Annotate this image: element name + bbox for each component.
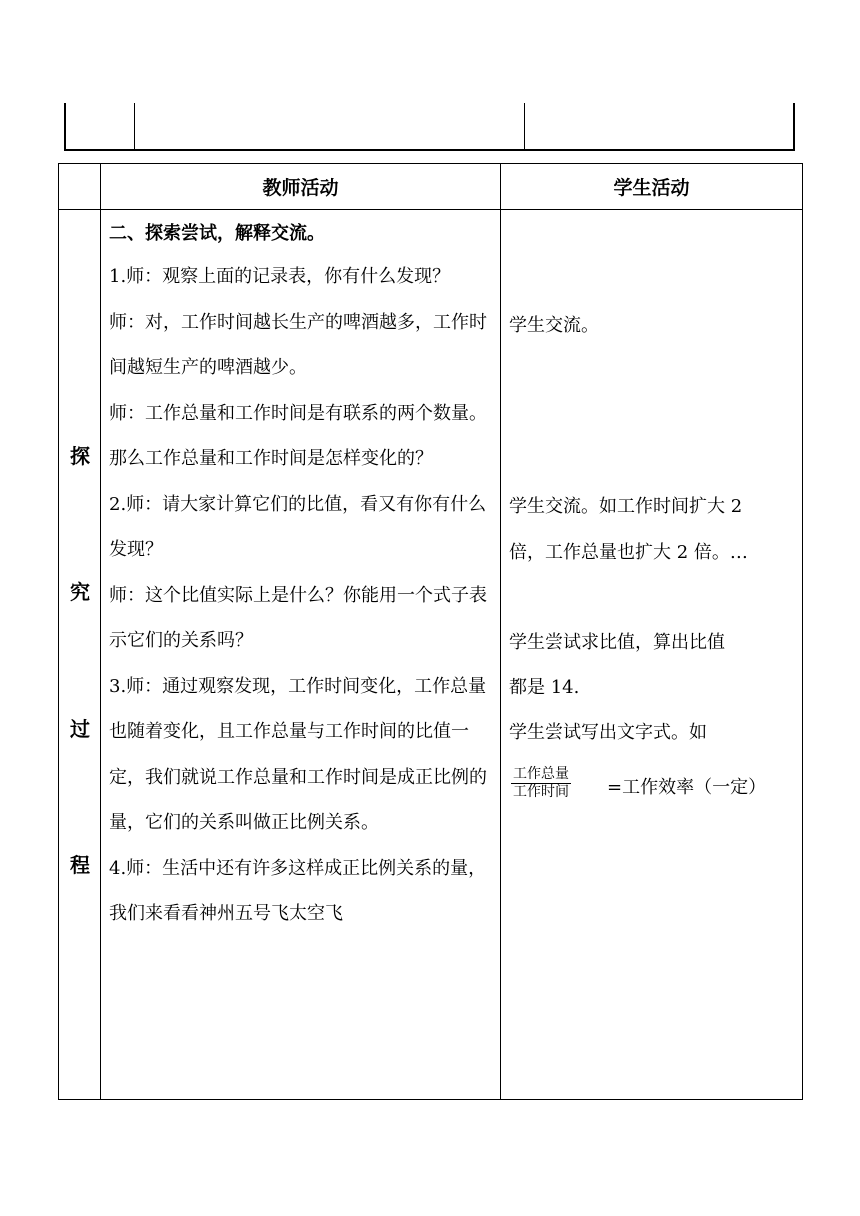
header-student-activity: 学生活动 xyxy=(501,164,803,210)
student-activity-cell xyxy=(501,210,803,1100)
header-teacher-activity: 教师活动 xyxy=(101,164,501,210)
student-note: 学生交流。如工作时间扩大 2 xyxy=(509,496,743,517)
formula-result: =工作效率（一定） xyxy=(607,777,767,798)
fragment-divider xyxy=(134,103,135,149)
formula-fraction xyxy=(511,766,571,801)
previous-table-fragment xyxy=(64,103,795,151)
student-note: 学生尝试写出文字式。如 xyxy=(509,722,707,743)
fragment-divider xyxy=(524,103,525,149)
teacher-paragraph: 师：这个比值实际上是什么？你能用一个式子表示它们的关系吗？ xyxy=(109,584,487,651)
teacher-paragraph: 师：对，工作时间越长生产的啤酒越多，工作时间越短生产的啤酒越少。 xyxy=(109,311,487,378)
side-label-cell xyxy=(59,210,101,1100)
section-title: 二、探索尝试，解释交流。 xyxy=(109,223,325,244)
student-note: 学生交流。 xyxy=(509,315,599,336)
teacher-paragraph: 3.师：通过观察发现，工作时间变化，工作总量也随着变化，且工作总量与工作时间的比值一定，我们就说工作总量和工作时间是成正比例的量，它们的关系叫做正比例关系。 xyxy=(109,675,487,833)
teacher-paragraph: 师：工作总量和工作时间是有联系的两个数量。那么工作总量和工作时间是怎样变化的？ xyxy=(109,402,487,469)
teacher-activity-cell xyxy=(101,210,501,1100)
process-row xyxy=(59,210,803,1100)
side-label-char: 过 xyxy=(70,717,90,741)
teacher-paragraph: 4.师：生活中还有许多这样成正比例关系的量，我们来看看神州五号飞太空飞 xyxy=(109,857,487,924)
side-label-char: 探 xyxy=(70,444,90,468)
lesson-table xyxy=(58,163,803,1100)
student-note: 倍，工作总量也扩大 2 倍。… xyxy=(509,542,748,563)
side-label-char: 程 xyxy=(70,853,90,877)
teacher-paragraph: 2.师：请大家计算它们的比值，看又有你有什么发现？ xyxy=(109,493,487,560)
student-note: 学生尝试求比值，算出比值 xyxy=(509,632,725,653)
header-row xyxy=(59,164,803,210)
fraction-numerator: 工作总量 xyxy=(513,766,569,782)
header-blank-cell xyxy=(59,164,101,210)
fraction-denominator: 工作时间 xyxy=(513,784,569,800)
student-note: 都是 14. xyxy=(509,677,580,698)
side-label-char: 究 xyxy=(70,580,90,604)
teacher-paragraph: 1.师：观察上面的记录表，你有什么发现？ xyxy=(109,266,451,287)
